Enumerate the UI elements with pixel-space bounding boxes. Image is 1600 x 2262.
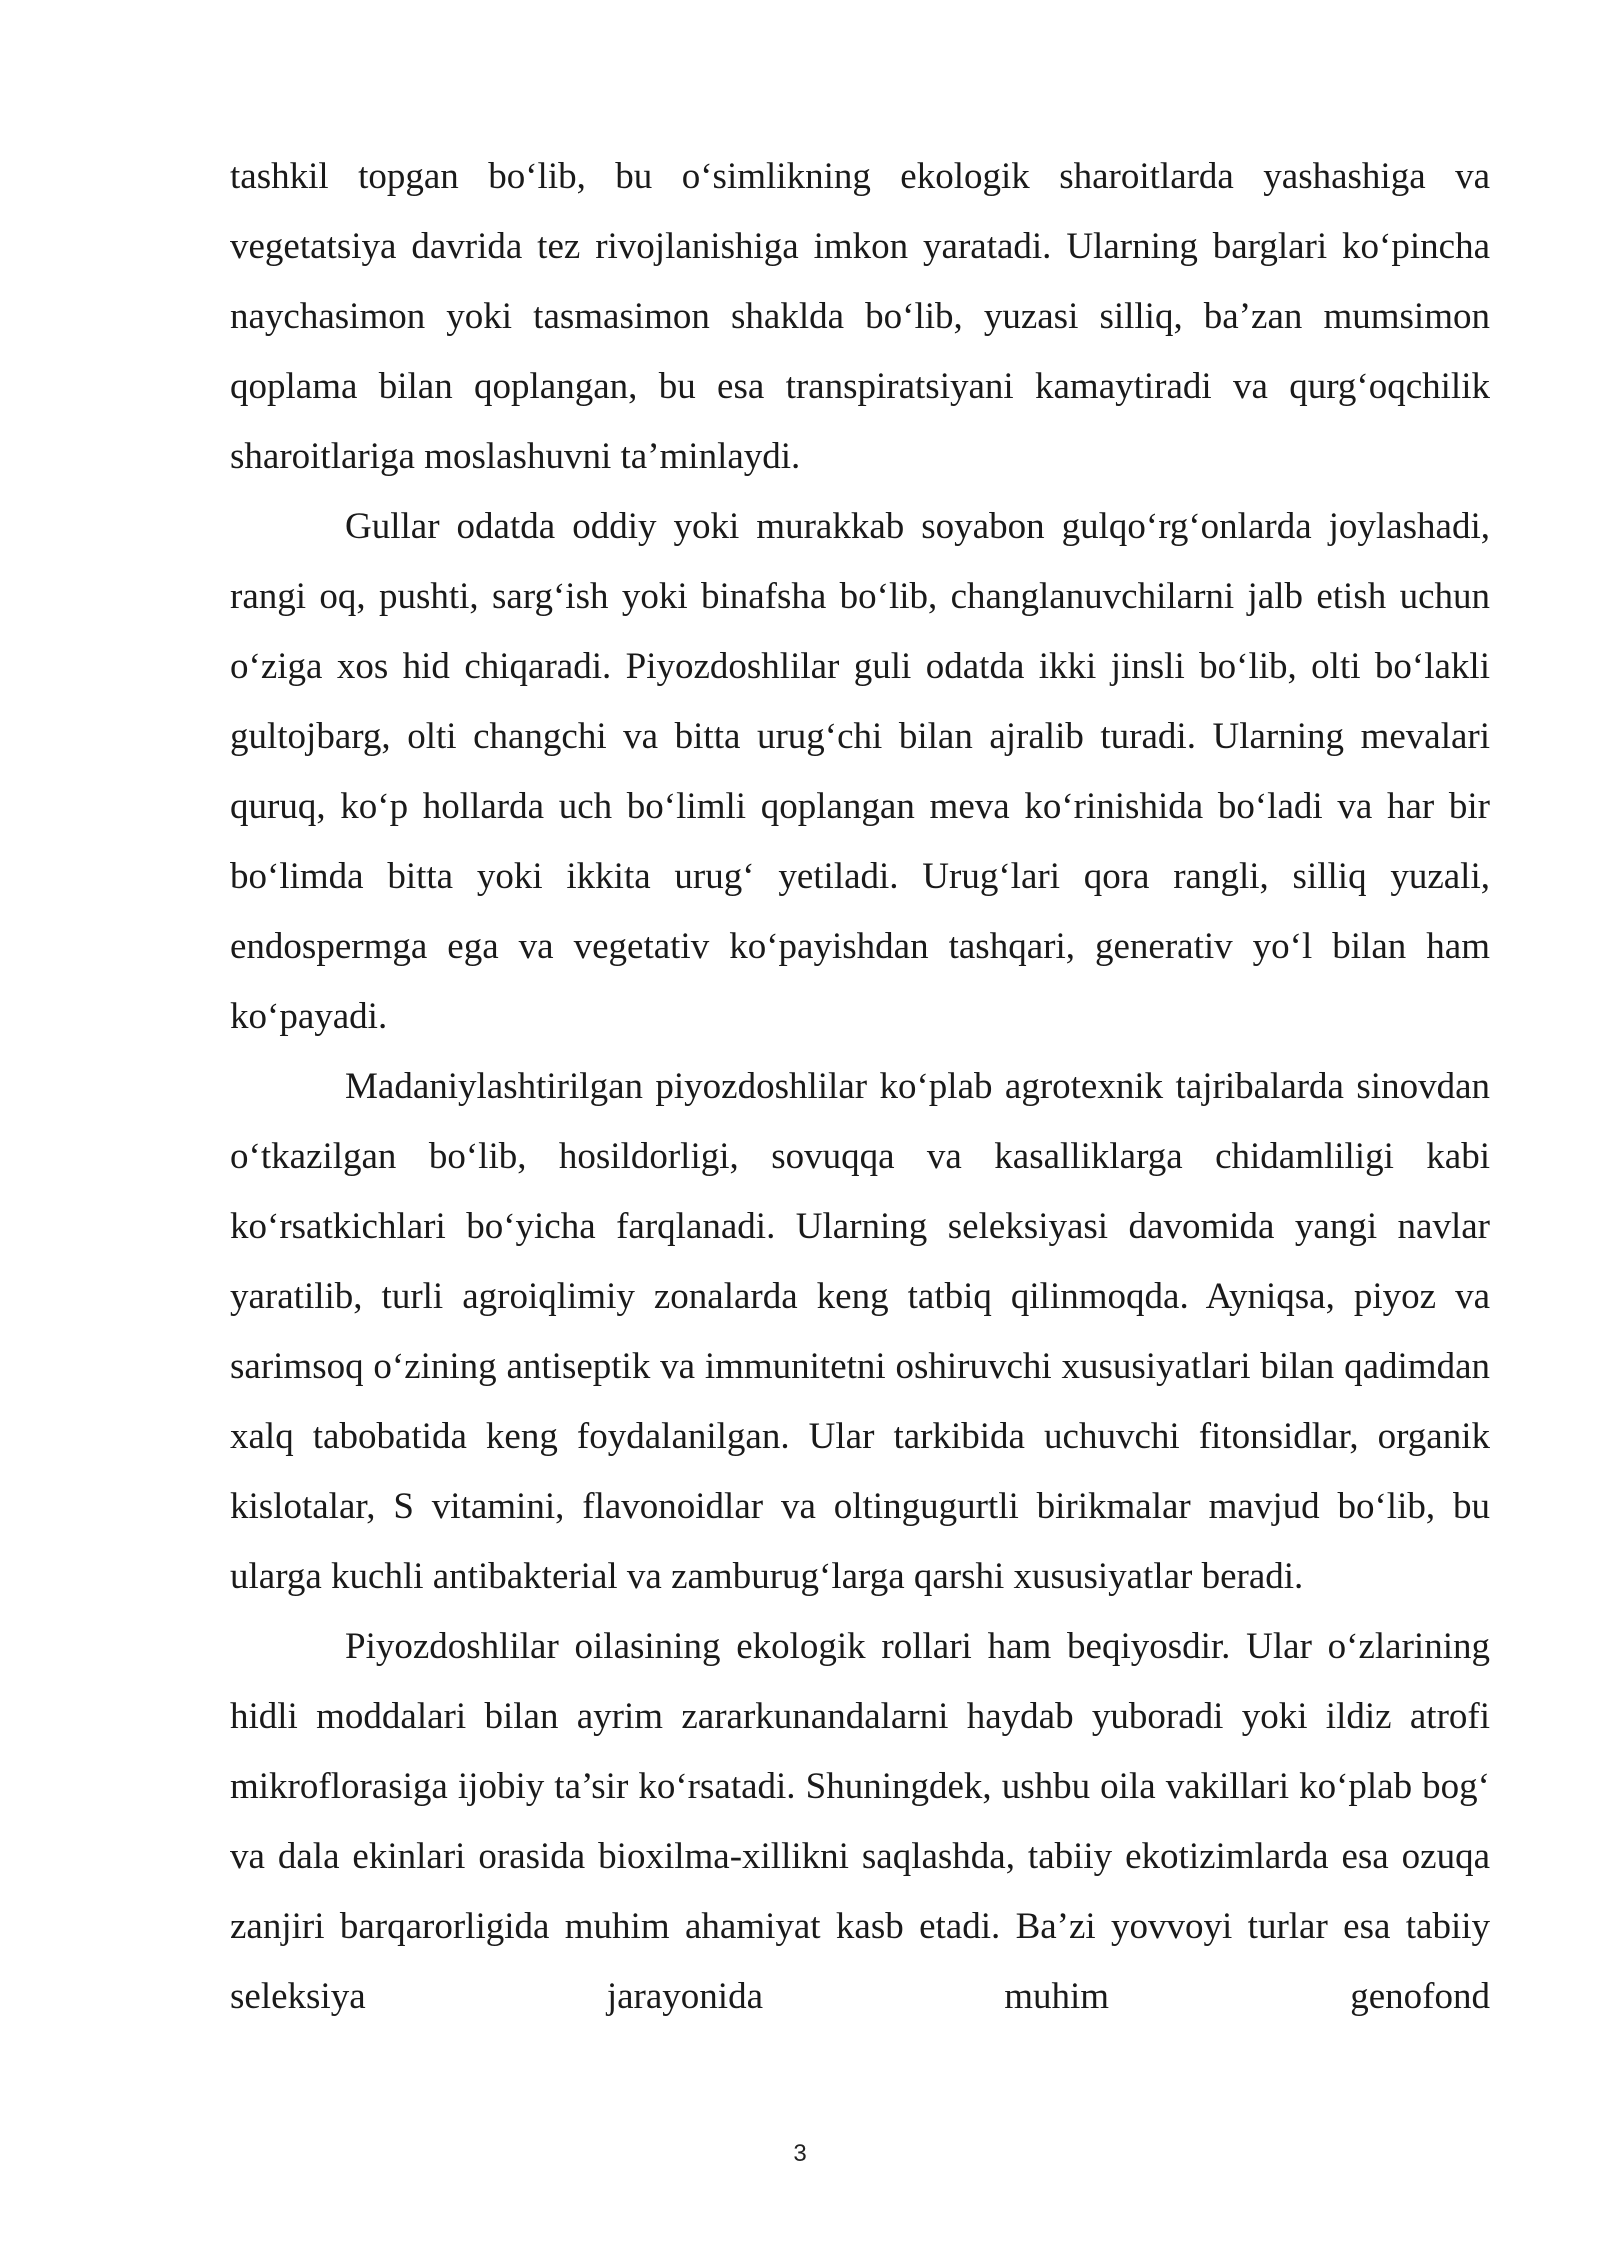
body-text — [230, 142, 1490, 2032]
paragraph-1: tashkil topgan bo‘lib, bu o‘simlikning ekologik sharoitlarda yashashiga va vegetatsiya davrida tez rivojlanishiga imkon yaratadi. Ularning barglari ko‘pincha naychasimon yoki tasmasimon shaklda bo‘lib, yuzasi silliq, ba’zan mumsimon qoplama bilan qoplangan, bu esa transpiratsiyani kamaytiradi va qurg‘oqchilik sharoitlariga moslashuvni ta’minlaydi. — [230, 156, 1490, 477]
page-number: 3 — [793, 2140, 807, 2167]
paragraph-4: Piyozdoshlilar oilasining ekologik rollari ham beqiyosdir. Ular o‘zlarining hidli moddalari bilan ayrim zararkunandalarni haydab yuboradi yoki ildiz atrofi mikroflorasiga ijobiy ta’sir ko‘rsatadi. Shuningdek, ushbu oila vakillari ko‘plab bog‘ va dala ekinlari orasida bioxilma-xillikni saqlashda, tabiiy ekotizimlarda esa ozuqa zanjiri barqarorligida muhim ahamiyat kasb etadi. Ba’zi yovvoyi turlar esa tabiiy seleksiya jarayonida muhim genofond — [230, 1626, 1490, 2017]
paragraph-3: Madaniylashtirilgan piyozdoshlilar ko‘plab agrotexnik tajribalarda sinovdan o‘tkazilgan bo‘lib, hosildorligi, sovuqqa va kasalliklarga chidamliligi kabi ko‘rsatkichlari bo‘yicha farqlanadi. Ularning seleksiyasi davomida yangi navlar yaratilib, turli agroiqlimiy zonalarda keng tatbiq qilinmoqda. Ayniqsa, piyoz va sarimsoq o‘zining antiseptik va immunitetni oshiruvchi xususiyatlari bilan qadimdan xalq tabobatida keng foydalanilgan. Ular tarkibida uchuvchi fitonsidlar, organik kislotalar, S vitamini, flavonoidlar va oltingugurtli birikmalar mavjud bo‘lib, bu ularga kuchli antibakterial va zamburug‘larga qarshi xususiyatlar beradi. — [230, 1066, 1490, 1597]
paragraph-2: Gullar odatda oddiy yoki murakkab soyabon gulqo‘rg‘onlarda joylashadi, rangi oq, pushti, sarg‘ish yoki binafsha bo‘lib, changlanuvchilarni jalb etish uchun o‘ziga xos hid chiqaradi. Piyozdoshlilar guli odatda ikki jinsli bo‘lib, olti bo‘lakli gultojbarg, olti changchi va bitta urug‘chi bilan ajralib turadi. Ularning mevalari quruq, ko‘p hollarda uch bo‘limli qoplangan meva ko‘rinishida bo‘ladi va har bir bo‘limda bitta yoki ikkita urug‘ yetiladi. Urug‘lari qora rangli, silliq yuzali, endospermga ega va vegetativ ko‘payishdan tashqari, generativ yo‘l bilan ham ko‘payadi. — [230, 506, 1490, 1037]
